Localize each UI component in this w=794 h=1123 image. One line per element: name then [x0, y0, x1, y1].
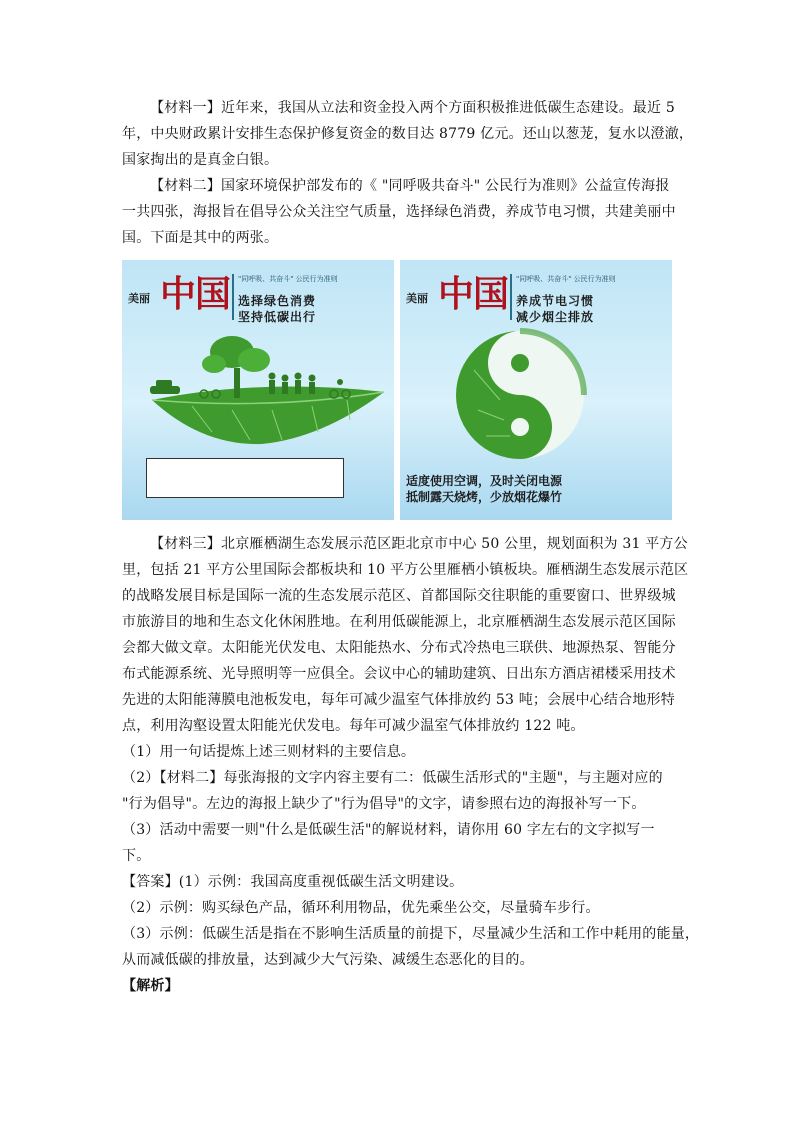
material1-line-2: 年，中央财政累计安排生态保护修复资金的数目达 8779 亿元。还山以葱茏，复水以澄澈， — [122, 126, 694, 142]
poster-caption-2: 抵制露天烧烤，少放烟花爆竹 — [406, 490, 563, 504]
poster-low-carbon-travel — [122, 260, 394, 520]
poster-brand-small: 美丽 — [406, 292, 428, 305]
analysis-heading: 【解析】 — [122, 978, 179, 994]
material3-line-7: 先进的太阳能薄膜电池板发电，每年可减少温室气体排放约 53 吨；会展中心结合地形特 — [122, 692, 675, 708]
question-3-line-2: 下。 — [122, 848, 151, 864]
material3-line-8: 点，利用沟壑设置太阳能光伏发电。每年可减少温室气体排放约 122 吨。 — [122, 718, 585, 734]
poster-motto: "同呼吸、共奋斗" 公民行为准则 — [516, 275, 616, 283]
poster-brand-big: 中国 — [438, 273, 509, 315]
material3-line-2: 里，包括 21 平方公里国际会都板块和 10 平方公里雁栖小镇板块。雁栖湖生态发展示范区 — [122, 562, 689, 578]
answer-line-3: （3）示例：低碳生活是指在不影响生活质量的前提下，尽量减少生活和工作中耗用的能量， — [122, 926, 700, 942]
poster-brand-big: 中国 — [160, 273, 231, 315]
poster-slogan-2: 坚持低碳出行 — [238, 310, 317, 324]
material2-line-1: 【材料二】国家环境保护部发布的《 "同呼吸共奋斗" 公民行为准则》公益宣传海报 — [150, 178, 670, 194]
question-1: （1）用一句话提炼上述三则材料的主要信息。 — [122, 744, 416, 760]
material3-line-6: 布式能源系统、光导照明等一应俱全。会议中心的辅助建筑、日出东方酒店裙楼采用技术 — [122, 666, 676, 682]
material3-line-4: 市旅游目的地和生态文化休闲胜地。在利用低碳能源上，北京雁栖湖生态发展示范区国际 — [122, 614, 676, 630]
question-3-line-1: （3）活动中需要一则"什么是低碳生活"的解说材料，请你用 60 字左右的文字拟写一 — [122, 822, 655, 838]
answer-line-4: 从而减低碳的排放量，达到减少大气污染、减缓生态恶化的目的。 — [122, 952, 534, 968]
blank-answer-box — [146, 458, 344, 498]
poster-slogan-1: 养成节电习惯 — [516, 294, 595, 308]
material3-line-3: 的战略发展目标是国际一流的生态发展示范区、首都国际交往职能的重要窗口、世界级城 — [122, 588, 676, 604]
answer-line-2: （2）示例：购买绿色产品，循环利用物品，优先乘坐公交，尽量骑车步行。 — [122, 900, 600, 916]
poster-save-electricity — [400, 260, 672, 520]
poster-slogan-1: 选择绿色消费 — [238, 294, 317, 308]
material3-line-1: 【材料三】北京雁栖湖生态发展示范区距北京市中心 50 公里，规划面积为 31 平方公 — [150, 536, 688, 552]
poster-slogan-2: 减少烟尘排放 — [516, 310, 595, 324]
material2-line-3: 国。下面是其中的两张。 — [122, 230, 279, 246]
question-2-line-2: "行为倡导"。左边的海报上缺少了"行为倡导"的文字，请参照右边的海报补写一下。 — [122, 796, 646, 812]
material2-line-2: 一共四张，海报旨在倡导公众关注空气质量，选择绿色消费，养成节电习惯，共建美丽中 — [122, 204, 676, 220]
answer-line-1: 【答案】(1）示例：我国高度重视低碳生活文明建设。 — [122, 874, 464, 890]
material3-line-5: 会都大做文章。太阳能光伏发电、太阳能热水、分布式冷热电三联供、地源热泵、智能分 — [122, 640, 676, 656]
question-2-line-1: （2）【材料二】每张海报的文字内容主要有二：低碳生活形式的"主题"，与主题对应的 — [122, 770, 663, 786]
material1-line-1: 【材料一】近年来，我国从立法和资金投入两个方面积极推进低碳生态建设。最近 5 — [150, 100, 675, 116]
poster-brand-small: 美丽 — [128, 292, 150, 305]
material1-line-3: 国家掏出的是真金白银。 — [122, 152, 279, 168]
poster-motto: "同呼吸、共奋斗" 公民行为准则 — [238, 275, 338, 283]
poster-caption-1: 适度使用空调，及时关闭电源 — [406, 474, 563, 488]
